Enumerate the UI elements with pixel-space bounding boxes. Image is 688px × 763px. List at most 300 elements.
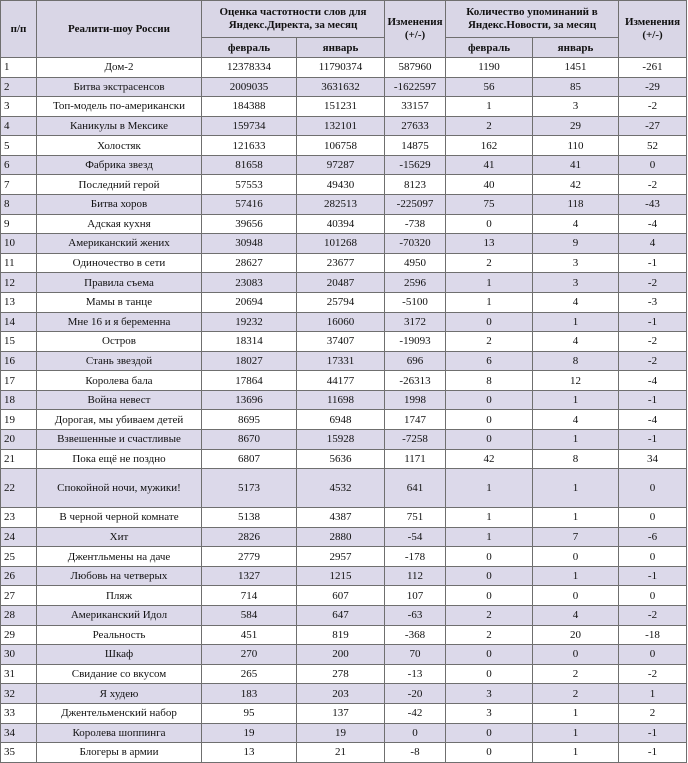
row-show-name: Мамы в танце <box>37 292 202 312</box>
row-direct-feb: 81658 <box>202 155 297 175</box>
row-direct-change: 1747 <box>385 410 446 430</box>
row-direct-feb: 23083 <box>202 273 297 293</box>
row-direct-change: -225097 <box>385 195 446 215</box>
row-show-name: Холостяк <box>37 136 202 156</box>
row-news-change: -3 <box>619 292 687 312</box>
row-direct-feb: 183 <box>202 684 297 704</box>
row-news-change: 52 <box>619 136 687 156</box>
row-news-change: 0 <box>619 469 687 508</box>
row-news-change: -29 <box>619 77 687 97</box>
row-direct-feb: 1327 <box>202 566 297 586</box>
row-news-feb: 0 <box>446 664 533 684</box>
table-row <box>1 723 687 743</box>
row-news-feb: 2 <box>446 253 533 273</box>
table-row <box>1 116 687 136</box>
row-news-jan: 2 <box>533 684 619 704</box>
row-news-change: -6 <box>619 527 687 547</box>
row-show-name: Каникулы в Мексике <box>37 116 202 136</box>
row-direct-jan: 132101 <box>297 116 385 136</box>
row-direct-jan: 137 <box>297 703 385 723</box>
row-direct-jan: 25794 <box>297 292 385 312</box>
row-news-change: 0 <box>619 586 687 606</box>
row-direct-feb: 30948 <box>202 234 297 254</box>
row-news-feb: 1 <box>446 97 533 117</box>
row-news-jan: 1 <box>533 312 619 332</box>
row-direct-jan: 203 <box>297 684 385 704</box>
row-index: 11 <box>1 253 37 273</box>
row-direct-change: -368 <box>385 625 446 645</box>
row-direct-change: -63 <box>385 606 446 626</box>
row-show-name: Битва экстрасенсов <box>37 77 202 97</box>
row-index: 25 <box>1 547 37 567</box>
table-row <box>1 332 687 352</box>
row-news-feb: 3 <box>446 703 533 723</box>
row-direct-change: 641 <box>385 469 446 508</box>
row-show-name: Пока ещё не поздно <box>37 449 202 469</box>
row-news-feb: 0 <box>446 566 533 586</box>
row-direct-jan: 282513 <box>297 195 385 215</box>
row-news-jan: 1 <box>533 469 619 508</box>
row-direct-jan: 20487 <box>297 273 385 293</box>
row-news-jan: 41 <box>533 155 619 175</box>
row-direct-change: 14875 <box>385 136 446 156</box>
row-direct-change: -20 <box>385 684 446 704</box>
row-news-jan: 1 <box>533 703 619 723</box>
row-direct-jan: 44177 <box>297 371 385 391</box>
row-direct-change: -5100 <box>385 292 446 312</box>
row-direct-change: 112 <box>385 566 446 586</box>
row-index: 18 <box>1 390 37 410</box>
row-direct-jan: 200 <box>297 645 385 665</box>
row-index: 6 <box>1 155 37 175</box>
row-index: 32 <box>1 684 37 704</box>
row-show-name: Джентельменский набор <box>37 703 202 723</box>
row-index: 4 <box>1 116 37 136</box>
row-direct-change: 1998 <box>385 390 446 410</box>
row-news-feb: 0 <box>446 586 533 606</box>
row-direct-change: -738 <box>385 214 446 234</box>
row-news-jan: 12 <box>533 371 619 391</box>
row-news-jan: 8 <box>533 449 619 469</box>
row-news-feb: 162 <box>446 136 533 156</box>
row-direct-change: -19093 <box>385 332 446 352</box>
header-feb-direct: февраль <box>202 38 297 58</box>
row-direct-feb: 39656 <box>202 214 297 234</box>
table-row <box>1 429 687 449</box>
row-direct-feb: 184388 <box>202 97 297 117</box>
row-direct-change: 27633 <box>385 116 446 136</box>
row-news-change: -4 <box>619 410 687 430</box>
row-news-feb: 0 <box>446 723 533 743</box>
row-index: 9 <box>1 214 37 234</box>
row-index: 21 <box>1 449 37 469</box>
row-news-feb: 1 <box>446 527 533 547</box>
row-index: 33 <box>1 703 37 723</box>
table-row <box>1 77 687 97</box>
header-feb-news: февраль <box>446 38 533 58</box>
row-news-jan: 110 <box>533 136 619 156</box>
table-row <box>1 312 687 332</box>
row-direct-jan: 16060 <box>297 312 385 332</box>
row-direct-jan: 151231 <box>297 97 385 117</box>
row-direct-feb: 12378334 <box>202 58 297 78</box>
row-news-jan: 1 <box>533 566 619 586</box>
row-news-feb: 0 <box>446 429 533 449</box>
row-news-change: -1 <box>619 566 687 586</box>
row-direct-change: 33157 <box>385 97 446 117</box>
table-row <box>1 234 687 254</box>
row-direct-change: 4950 <box>385 253 446 273</box>
row-news-change: -2 <box>619 273 687 293</box>
row-news-feb: 1 <box>446 273 533 293</box>
row-news-feb: 1 <box>446 508 533 528</box>
table-row <box>1 547 687 567</box>
row-direct-jan: 6948 <box>297 410 385 430</box>
row-news-jan: 3 <box>533 253 619 273</box>
row-direct-feb: 17864 <box>202 371 297 391</box>
row-index: 8 <box>1 195 37 215</box>
row-show-name: В черной черной комнате <box>37 508 202 528</box>
row-direct-jan: 4387 <box>297 508 385 528</box>
row-news-feb: 0 <box>446 390 533 410</box>
row-direct-jan: 23677 <box>297 253 385 273</box>
row-direct-feb: 13 <box>202 743 297 763</box>
row-direct-change: 1171 <box>385 449 446 469</box>
row-news-feb: 1190 <box>446 58 533 78</box>
row-direct-jan: 37407 <box>297 332 385 352</box>
row-news-change: -1 <box>619 390 687 410</box>
row-news-jan: 3 <box>533 97 619 117</box>
row-direct-jan: 4532 <box>297 469 385 508</box>
row-direct-feb: 13696 <box>202 390 297 410</box>
row-direct-change: -42 <box>385 703 446 723</box>
row-news-feb: 56 <box>446 77 533 97</box>
row-news-jan: 1 <box>533 723 619 743</box>
table-row <box>1 155 687 175</box>
table-row <box>1 273 687 293</box>
row-news-change: -261 <box>619 58 687 78</box>
row-news-change: 0 <box>619 155 687 175</box>
row-show-name: Правила съема <box>37 273 202 293</box>
row-direct-change: -178 <box>385 547 446 567</box>
row-news-feb: 2 <box>446 332 533 352</box>
row-index: 14 <box>1 312 37 332</box>
table-row <box>1 645 687 665</box>
header-change-direct: Изменения (+/-) <box>385 1 446 58</box>
row-direct-jan: 2880 <box>297 527 385 547</box>
table-row <box>1 684 687 704</box>
row-index: 29 <box>1 625 37 645</box>
row-show-name: Американский Идол <box>37 606 202 626</box>
row-news-feb: 6 <box>446 351 533 371</box>
row-direct-jan: 19 <box>297 723 385 743</box>
table-row <box>1 351 687 371</box>
row-direct-feb: 451 <box>202 625 297 645</box>
row-direct-jan: 278 <box>297 664 385 684</box>
row-news-change: 4 <box>619 234 687 254</box>
row-index: 15 <box>1 332 37 352</box>
row-direct-feb: 714 <box>202 586 297 606</box>
row-direct-jan: 11790374 <box>297 58 385 78</box>
header-index: п/п <box>1 1 37 58</box>
row-news-feb: 0 <box>446 645 533 665</box>
row-index: 31 <box>1 664 37 684</box>
row-show-name: Джентльмены на даче <box>37 547 202 567</box>
row-news-change: -2 <box>619 332 687 352</box>
row-news-jan: 0 <box>533 547 619 567</box>
table-row <box>1 586 687 606</box>
row-direct-jan: 15928 <box>297 429 385 449</box>
row-news-jan: 2 <box>533 664 619 684</box>
row-direct-change: -8 <box>385 743 446 763</box>
row-news-change: -2 <box>619 97 687 117</box>
table-row <box>1 606 687 626</box>
row-direct-change: -70320 <box>385 234 446 254</box>
row-news-change: -43 <box>619 195 687 215</box>
row-direct-jan: 106758 <box>297 136 385 156</box>
row-news-jan: 3 <box>533 273 619 293</box>
table-row <box>1 527 687 547</box>
row-news-feb: 40 <box>446 175 533 195</box>
row-news-change: -1 <box>619 312 687 332</box>
row-index: 2 <box>1 77 37 97</box>
row-show-name: Блогеры в армии <box>37 743 202 763</box>
row-direct-change: 2596 <box>385 273 446 293</box>
row-direct-jan: 101268 <box>297 234 385 254</box>
row-direct-jan: 49430 <box>297 175 385 195</box>
row-direct-feb: 20694 <box>202 292 297 312</box>
row-news-change: -2 <box>619 606 687 626</box>
row-news-jan: 1 <box>533 508 619 528</box>
row-direct-feb: 5138 <box>202 508 297 528</box>
row-direct-feb: 19 <box>202 723 297 743</box>
row-index: 34 <box>1 723 37 743</box>
row-direct-feb: 28627 <box>202 253 297 273</box>
row-show-name: Пляж <box>37 586 202 606</box>
row-news-feb: 41 <box>446 155 533 175</box>
row-news-change: 0 <box>619 508 687 528</box>
row-news-change: -1 <box>619 429 687 449</box>
row-index: 12 <box>1 273 37 293</box>
row-news-jan: 1 <box>533 743 619 763</box>
row-direct-feb: 57416 <box>202 195 297 215</box>
row-news-feb: 1 <box>446 292 533 312</box>
row-index: 27 <box>1 586 37 606</box>
row-direct-feb: 18314 <box>202 332 297 352</box>
row-show-name: Взвешенные и счастливые <box>37 429 202 449</box>
table-row <box>1 469 687 508</box>
row-index: 13 <box>1 292 37 312</box>
row-news-jan: 9 <box>533 234 619 254</box>
row-direct-jan: 2957 <box>297 547 385 567</box>
row-direct-jan: 607 <box>297 586 385 606</box>
row-show-name: Реальность <box>37 625 202 645</box>
row-news-change: -4 <box>619 371 687 391</box>
row-direct-feb: 159734 <box>202 116 297 136</box>
row-show-name: Свидание со вкусом <box>37 664 202 684</box>
row-direct-change: -26313 <box>385 371 446 391</box>
header-yandex-news: Количество упоминаний в Яндекс.Новости, за месяц <box>446 1 619 38</box>
row-direct-change: 0 <box>385 723 446 743</box>
header-change-news: Изменения (+/-) <box>619 1 687 58</box>
table-row <box>1 175 687 195</box>
row-direct-jan: 40394 <box>297 214 385 234</box>
row-show-name: Фабрика звезд <box>37 155 202 175</box>
row-news-change: -1 <box>619 743 687 763</box>
row-news-change: -18 <box>619 625 687 645</box>
row-news-jan: 85 <box>533 77 619 97</box>
table-row <box>1 410 687 430</box>
row-show-name: Топ-модель по-американски <box>37 97 202 117</box>
row-news-jan: 20 <box>533 625 619 645</box>
row-direct-change: 3172 <box>385 312 446 332</box>
row-direct-jan: 5636 <box>297 449 385 469</box>
row-direct-feb: 8670 <box>202 429 297 449</box>
table-row <box>1 195 687 215</box>
row-news-feb: 0 <box>446 743 533 763</box>
row-direct-jan: 97287 <box>297 155 385 175</box>
row-news-change: 2 <box>619 703 687 723</box>
row-index: 23 <box>1 508 37 528</box>
row-direct-jan: 819 <box>297 625 385 645</box>
table-row <box>1 566 687 586</box>
row-direct-change: -13 <box>385 664 446 684</box>
row-direct-change: 696 <box>385 351 446 371</box>
row-show-name: Королева бала <box>37 371 202 391</box>
row-index: 30 <box>1 645 37 665</box>
row-direct-change: 587960 <box>385 58 446 78</box>
row-news-change: -1 <box>619 253 687 273</box>
row-news-feb: 75 <box>446 195 533 215</box>
table-row <box>1 58 687 78</box>
row-news-jan: 118 <box>533 195 619 215</box>
row-news-jan: 7 <box>533 527 619 547</box>
row-direct-jan: 647 <box>297 606 385 626</box>
table-row <box>1 292 687 312</box>
header-jan-direct: январь <box>297 38 385 58</box>
row-direct-feb: 95 <box>202 703 297 723</box>
row-direct-change: 107 <box>385 586 446 606</box>
row-news-feb: 0 <box>446 410 533 430</box>
row-index: 24 <box>1 527 37 547</box>
row-show-name: Дорогая, мы убиваем детей <box>37 410 202 430</box>
row-direct-feb: 121633 <box>202 136 297 156</box>
row-show-name: Остров <box>37 332 202 352</box>
row-news-jan: 0 <box>533 586 619 606</box>
row-news-feb: 2 <box>446 116 533 136</box>
row-news-change: 34 <box>619 449 687 469</box>
row-index: 10 <box>1 234 37 254</box>
row-news-change: -2 <box>619 351 687 371</box>
row-news-jan: 4 <box>533 332 619 352</box>
row-news-feb: 8 <box>446 371 533 391</box>
row-index: 1 <box>1 58 37 78</box>
table-row <box>1 136 687 156</box>
row-direct-jan: 21 <box>297 743 385 763</box>
row-index: 16 <box>1 351 37 371</box>
row-direct-feb: 6807 <box>202 449 297 469</box>
row-news-change: 0 <box>619 547 687 567</box>
row-show-name: Шкаф <box>37 645 202 665</box>
row-index: 7 <box>1 175 37 195</box>
row-news-change: -2 <box>619 664 687 684</box>
row-news-feb: 3 <box>446 684 533 704</box>
table-row <box>1 214 687 234</box>
table-row <box>1 253 687 273</box>
row-news-feb: 0 <box>446 214 533 234</box>
row-direct-jan: 3631632 <box>297 77 385 97</box>
row-direct-feb: 265 <box>202 664 297 684</box>
header-show-name: Реалити-шоу России <box>37 1 202 58</box>
row-show-name: Дом-2 <box>37 58 202 78</box>
row-index: 19 <box>1 410 37 430</box>
row-direct-feb: 2009035 <box>202 77 297 97</box>
table-body <box>1 58 687 763</box>
row-direct-change: -15629 <box>385 155 446 175</box>
row-news-jan: 0 <box>533 645 619 665</box>
row-news-change: -4 <box>619 214 687 234</box>
header-yandex-direct: Оценка частотности слов для Яндекс.Директа, за месяц <box>202 1 385 38</box>
row-index: 5 <box>1 136 37 156</box>
row-show-name: Адская кухня <box>37 214 202 234</box>
row-news-feb: 0 <box>446 547 533 567</box>
row-show-name: Война невест <box>37 390 202 410</box>
row-news-change: 0 <box>619 645 687 665</box>
row-news-jan: 1451 <box>533 58 619 78</box>
row-direct-feb: 8695 <box>202 410 297 430</box>
row-show-name: Спокойной ночи, мужики! <box>37 469 202 508</box>
row-direct-feb: 5173 <box>202 469 297 508</box>
row-direct-feb: 18027 <box>202 351 297 371</box>
row-news-change: -2 <box>619 175 687 195</box>
row-direct-change: 70 <box>385 645 446 665</box>
row-news-jan: 4 <box>533 410 619 430</box>
row-news-feb: 1 <box>446 469 533 508</box>
row-news-jan: 4 <box>533 214 619 234</box>
row-direct-change: 751 <box>385 508 446 528</box>
row-show-name: Битва хоров <box>37 195 202 215</box>
row-direct-feb: 19232 <box>202 312 297 332</box>
row-news-jan: 4 <box>533 606 619 626</box>
row-index: 22 <box>1 469 37 508</box>
row-direct-feb: 584 <box>202 606 297 626</box>
row-show-name: Стань звездой <box>37 351 202 371</box>
row-news-jan: 4 <box>533 292 619 312</box>
header-jan-news: январь <box>533 38 619 58</box>
row-direct-change: -54 <box>385 527 446 547</box>
table-row <box>1 97 687 117</box>
row-index: 26 <box>1 566 37 586</box>
row-news-jan: 42 <box>533 175 619 195</box>
row-news-jan: 29 <box>533 116 619 136</box>
row-show-name: Я худею <box>37 684 202 704</box>
row-direct-change: -7258 <box>385 429 446 449</box>
row-news-jan: 1 <box>533 390 619 410</box>
table-row <box>1 664 687 684</box>
table-row <box>1 743 687 763</box>
row-show-name: Королева шоппинга <box>37 723 202 743</box>
table-row <box>1 625 687 645</box>
row-direct-jan: 17331 <box>297 351 385 371</box>
row-show-name: Последний герой <box>37 175 202 195</box>
row-news-feb: 0 <box>446 312 533 332</box>
row-show-name: Одиночество в сети <box>37 253 202 273</box>
row-news-feb: 2 <box>446 606 533 626</box>
row-news-change: -1 <box>619 723 687 743</box>
table-row <box>1 703 687 723</box>
row-news-feb: 42 <box>446 449 533 469</box>
row-index: 35 <box>1 743 37 763</box>
